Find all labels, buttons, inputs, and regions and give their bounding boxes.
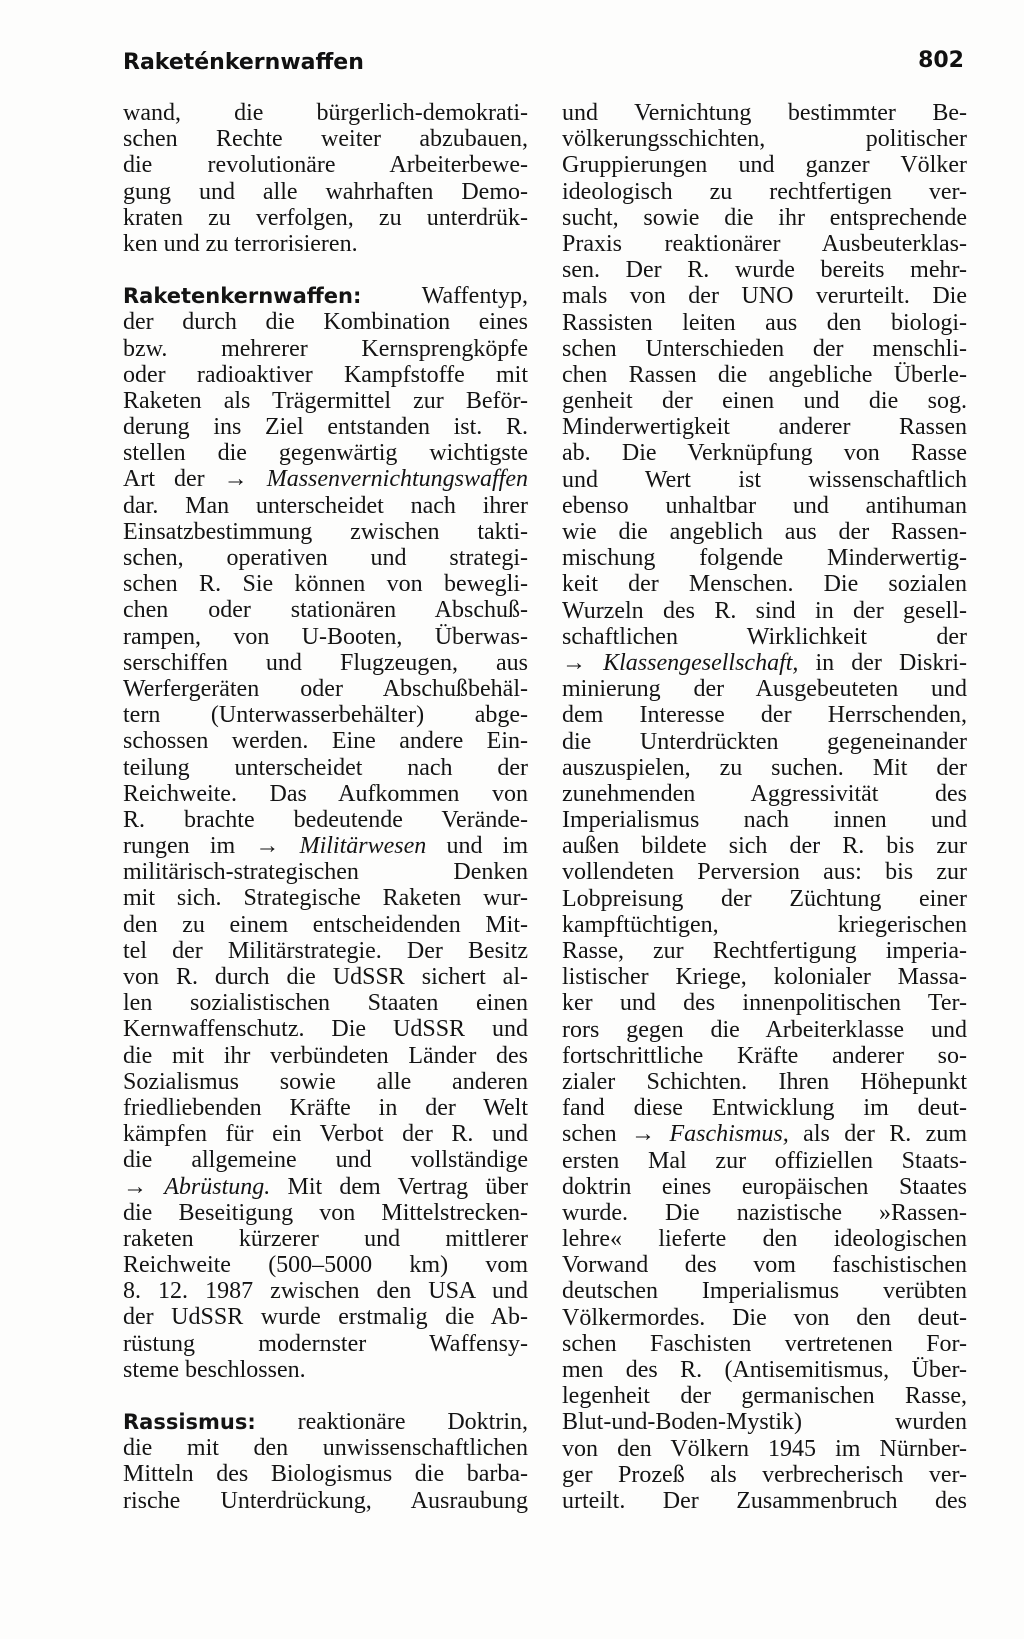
text-line: von R. durch die UdSSR sichert al- — [123, 964, 528, 990]
right-column — [562, 100, 967, 1514]
page-number: 802 — [918, 48, 964, 73]
text-fragment: in der Diskri- — [798, 649, 967, 676]
text-line: Werfergeräten oder Abschußbehäl- — [123, 675, 528, 702]
text-line: Gruppierungen und ganzer Völker — [562, 152, 967, 179]
text-line: Kernwaffenschutz. Die UdSSR und — [123, 1016, 528, 1043]
cross-reference-line — [123, 833, 528, 859]
text-line: dar. Man unterscheidet nach ihrer — [123, 492, 528, 519]
text-line: derung ins Ziel entstanden ist. R. — [123, 414, 528, 441]
text-line: und Wert ist wissenschaftlich — [562, 466, 967, 493]
text-line: Blut-und-Boden-Mystik) wurden — [562, 1409, 967, 1436]
text-line: deutschen Imperialismus verübten — [562, 1278, 967, 1305]
text-line: tern (Unterwasserbehälter) abge- — [123, 702, 528, 729]
text-line: teilung unterscheidet nach der — [123, 754, 528, 781]
text-line: kraten zu verfolgen, zu unterdrük- — [123, 204, 528, 231]
text-line: ger Prozeß als verbrecherisch ver- — [562, 1461, 967, 1488]
cross-reference-line — [123, 466, 528, 492]
entry-raketenkernwaffen — [123, 283, 528, 1383]
text-line: wie die angeblich aus der Rassen- — [562, 519, 967, 545]
text-line: oder radioaktiver Kampfstoffe mit — [123, 361, 528, 388]
text-line: lehre« lieferte den ideologischen — [562, 1226, 967, 1253]
text-line: die allgemeine und vollständige — [123, 1147, 528, 1174]
text-line: schen R. Sie können von bewegli- — [123, 571, 528, 598]
text-line: mischung folgende Minderwertig- — [562, 545, 967, 572]
text-line: außen bildete sich der R. bis zur — [562, 833, 967, 860]
text-line: die revolutionäre Arbeiterbewe- — [123, 152, 528, 179]
text-fragment: als der R. zum — [788, 1121, 967, 1148]
text-line: stellen die gegenwärtig wichtigste — [123, 440, 528, 467]
text-line: ebenso unhaltbar und antihuman — [562, 492, 967, 519]
rassismus-continuation — [562, 100, 967, 1514]
text-line: und Vernichtung bestimmter Be- — [562, 100, 967, 126]
text-line: wurde. Die nazistische »Rassen- — [562, 1199, 967, 1226]
text-line: genheit der einen und die sog. — [562, 388, 967, 415]
text-line: steme beschlossen. — [123, 1356, 306, 1383]
text-line: kampftüchtigen, kriegerischen — [562, 911, 967, 938]
text-line: der UdSSR wurde erstmalig die Ab- — [123, 1304, 528, 1331]
text-line: auszuspielen, zu suchen. Mit der — [562, 754, 967, 781]
text-line: tel der Militärstrategie. Der Besitz — [123, 937, 528, 964]
text-line: Vorwand des vom faschistischen — [562, 1252, 967, 1279]
text-line: die Beseitigung von Mittelstrecken- — [123, 1199, 528, 1226]
text-line: Völkermordes. Die von den deut- — [562, 1304, 967, 1331]
text-line: keit der Menschen. Die sozialen — [562, 571, 967, 598]
text-line: schen Unterschieden der menschli- — [562, 335, 967, 362]
cross-reference-line — [562, 650, 967, 676]
text-line: ab. Die Verknüpfung von Rasse — [562, 440, 967, 467]
text-line: Minderwertigkeit anderer Rassen — [562, 414, 967, 441]
text-line: R. brachte bedeutende Verände- — [123, 806, 528, 833]
text-line: rors gegen die Arbeiterklasse und — [562, 1016, 967, 1043]
text-fragment: Waffentyp, — [421, 283, 528, 310]
text-fragment: → — [123, 1173, 165, 1200]
text-line: von den Völkern 1945 im Nürnber- — [562, 1435, 967, 1462]
text-line: schen, operativen und strategi- — [123, 545, 528, 571]
text-line: Wurzeln des R. sind in der gesell- — [562, 597, 967, 624]
text-line: men des R. (Antisemitismus, Über- — [562, 1357, 967, 1383]
text-fragment: → — [562, 649, 604, 676]
text-line: zunehmenden Aggressivität des — [562, 780, 967, 807]
text-line: chen oder stationären Abschuß- — [123, 597, 528, 624]
text-line: mals von der UNO verurteilt. Die — [562, 283, 967, 310]
text-line: rüstung modernster Waffensy- — [123, 1330, 528, 1357]
entry-term: Raketenkernwaffen: — [123, 284, 362, 309]
left-column — [123, 100, 528, 1514]
text-fragment: schen → — [562, 1121, 670, 1148]
cross-reference-link[interactable]: Abrüstung. — [164, 1173, 271, 1200]
text-line: die Unterdrückten gegeneinander — [562, 728, 967, 755]
text-line: chen Rassen die angebliche Überle- — [562, 361, 967, 388]
text-line: doktrin eines europäischen Staates — [562, 1173, 967, 1200]
text-line: wand, die bürgerlich-demokrati- — [123, 100, 528, 126]
text-fragment: reaktionäre Doktrin, — [297, 1409, 528, 1435]
cross-reference-link[interactable]: Klassengesellschaft, — [603, 649, 799, 676]
text-line: ersten Mal zur offiziellen Staats- — [562, 1147, 967, 1174]
text-line: rampen, von U-Booten, Überwas- — [123, 623, 528, 650]
cross-reference-line — [123, 1174, 528, 1200]
text-line: Reichweite (500–5000 km) vom — [123, 1252, 528, 1279]
text-line: Mitteln des Biologismus die barba- — [123, 1461, 528, 1488]
text-line: völkerungsschichten, politischer — [562, 126, 967, 153]
cross-reference-link[interactable]: Massenvernichtungswaffen — [266, 466, 528, 493]
text-line: schossen werden. Eine andere Ein- — [123, 728, 528, 755]
text-fragment: und im — [426, 833, 528, 860]
text-line: Einsatzbestimmung zwischen takti- — [123, 518, 528, 545]
text-line: zialer Schichten. Ihren Höhepunkt — [562, 1068, 967, 1095]
text-line: Praxis reaktionärer Ausbeuterklas- — [562, 230, 967, 257]
text-line: bzw. mehrerer Kernsprengköpfe — [123, 335, 528, 362]
text-line: vollendeten Perversion aus: bis zur — [562, 859, 967, 886]
text-line: die mit ihr verbündeten Länder des — [123, 1042, 528, 1069]
text-line: Sozialismus sowie alle anderen — [123, 1068, 528, 1095]
text-line: ideologisch zu rechtfertigen ver- — [562, 178, 967, 205]
text-line: schen Faschisten vertretenen For- — [562, 1330, 967, 1357]
text-line: schen Rechte weiter abzubauen, — [123, 126, 528, 153]
text-line: raketen kürzerer und mittlerer — [123, 1225, 528, 1252]
text-line: Lobpreisung der Züchtung einer — [562, 885, 967, 912]
text-line: serschiffen und Flugzeugen, aus — [123, 649, 528, 676]
text-line: legenheit der germanischen Rasse, — [562, 1383, 967, 1410]
running-head: Raketénkernwaffen — [123, 50, 364, 75]
text-line: fand diese Entwicklung im deut- — [562, 1095, 967, 1122]
text-line: len sozialistischen Staaten einen — [123, 990, 528, 1017]
entry-term: Rassismus: — [123, 1410, 256, 1434]
text-line: sucht, sowie die ihr entsprechende — [562, 204, 967, 231]
text-line: minierung der Ausgebeuteten und — [562, 676, 967, 703]
text-line: die mit den unwissenschaftlichen — [123, 1435, 528, 1462]
text-line: ken und zu terrorisieren. — [123, 230, 358, 257]
entry-rassismus — [123, 1409, 528, 1514]
text-line: 8. 12. 1987 zwischen den USA und — [123, 1278, 528, 1305]
text-fragment: rungen im → — [123, 833, 300, 860]
text-line: Rassisten leiten aus den biologi- — [562, 309, 967, 336]
text-line: gung und alle wahrhaften Demo- — [123, 178, 528, 205]
text-line: sen. Der R. wurde bereits mehr- — [562, 257, 967, 284]
text-fragment: Mit dem Vertrag über — [270, 1173, 528, 1200]
text-line: Reichweite. Das Aufkommen von — [123, 780, 528, 807]
cross-reference-link[interactable]: Faschismus, — [669, 1121, 789, 1148]
cross-reference-link[interactable]: Militärwesen — [299, 833, 427, 860]
text-line: der durch die Kombination eines — [123, 309, 528, 336]
text-line: fortschrittliche Kräfte anderer so- — [562, 1042, 967, 1069]
text-line: Raketen als Trägermittel zur Beför- — [123, 387, 528, 414]
continuation-paragraph — [123, 100, 528, 257]
text-line: ker und des innenpolitischen Ter- — [562, 990, 967, 1017]
text-line: mit sich. Strategische Raketen wur- — [123, 885, 528, 912]
cross-reference-line — [562, 1121, 967, 1147]
text-line: den zu einem entscheidenden Mit- — [123, 911, 528, 938]
text-line: Imperialismus nach innen und — [562, 807, 967, 834]
text-line: dem Interesse der Herrschenden, — [562, 702, 967, 729]
text-line: militärisch-strategischen Denken — [123, 859, 528, 886]
text-line: Rasse, zur Rechtfertigung imperia- — [562, 938, 967, 964]
text-line: rische Unterdrückung, Ausraubung — [123, 1487, 528, 1514]
entry-head-line — [123, 283, 528, 309]
text-line: kämpfen für ein Verbot der R. und — [123, 1121, 528, 1148]
text-line: friedliebenden Kräfte in der Welt — [123, 1094, 528, 1121]
text-line: urteilt. Der Zusammenbruch des — [562, 1487, 967, 1514]
entry-head-line — [123, 1409, 528, 1435]
text-line: schaftlichen Wirklichkeit der — [562, 623, 967, 650]
text-fragment: Art der → — [123, 466, 267, 493]
text-line: listischer Kriege, kolonialer Massa- — [562, 964, 967, 991]
